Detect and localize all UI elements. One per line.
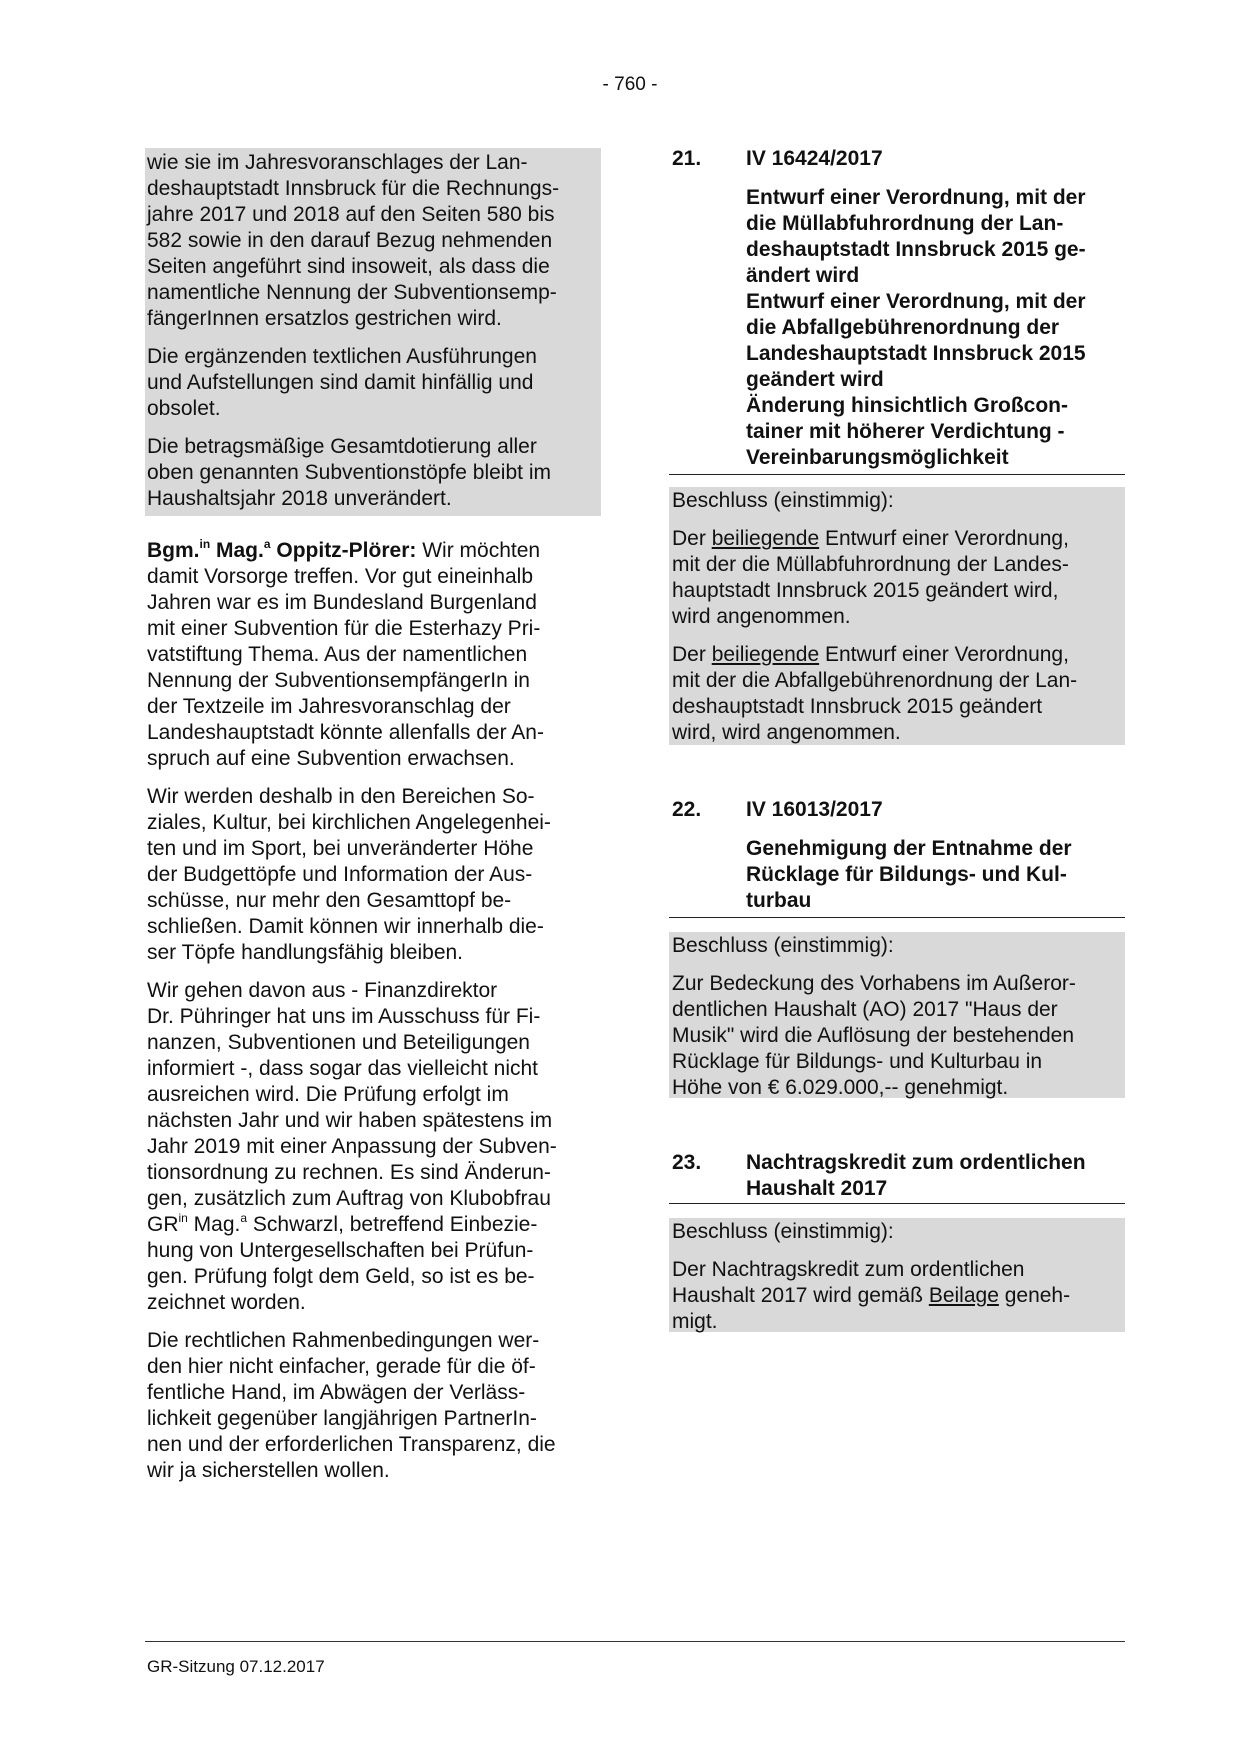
decision-text: Der beiliegende Entwurf einer Verordnung, mit der die Müllabfuhrordnung der Landes- hauptstadt Innsbruck 2015 geändert wird, wird angenommen. xyxy=(672,527,1069,628)
paragraph: Die betragsmäßige Gesamtdotierung aller oben genannten Subventionstöpfe bleibt im Haushaltsjahr 2018 unverändert. xyxy=(147,435,551,510)
attachment-link[interactable]: beiliegende xyxy=(711,527,820,550)
divider xyxy=(669,917,1125,918)
paragraph: Wir werden deshalb in den Bereichen So- ziales, Kultur, bei kirchlichen Angelegenhei- ten und im Sport, bei unveränderter Höhe der Budgettöpfe und Information der Aus- schüsse, nur mehr den Gesamttopf be- schließen. Damit können wir innerhalb die- ser Töpfe handlungsfähig bleiben. xyxy=(147,785,551,964)
left-column xyxy=(145,148,601,1484)
speaker-name: Bgm.$^{in}$ Mag.$^a$ Oppitz-Plörer: xyxy=(147,537,417,562)
paragraph: Die rechtlichen Rahmenbedingungen wer- den hier nicht einfacher, gerade für die öf- fentliche Hand, im Abwägen der Verläss- lichkeit gegenüber langjährigen PartnerIn- nen und der erforderlichen Transparenz, die wir ja sicherstellen wollen. xyxy=(147,1329,556,1482)
divider xyxy=(669,474,1125,475)
attachment-link[interactable]: beiliegende xyxy=(711,643,820,666)
item-number: 23. xyxy=(672,1151,702,1174)
item-number: 22. xyxy=(672,798,702,821)
attachment-link[interactable]: Beilage xyxy=(928,1284,999,1307)
item-title: Entwurf einer Verordnung, mit der die Müllabfuhrordnung der Lan- deshauptstadt Innsbruck 2015 ge- ändert wird Entwurf einer Verordnung, mit der die Abfallgebührenordnung der Landeshauptstadt Innsbruck 2015 geändert wird Änderung hinsichtlich Großcon- tainer mit höherer Verdichtung - Vereinbarungsmöglichkeit xyxy=(746,186,1086,469)
agenda-item-22 xyxy=(669,797,1125,914)
decision-box xyxy=(669,1218,1125,1332)
page-number: - 760 - xyxy=(602,74,658,95)
item-title: Genehmigung der Entnahme der Rücklage für Bildungs- und Kul- turbau xyxy=(746,837,1072,912)
agenda-item-21 xyxy=(669,146,1125,471)
decision-box xyxy=(669,487,1125,745)
highlighted-motion-text xyxy=(145,148,601,516)
item-number: 21. xyxy=(672,147,702,170)
speech-text: Wir möchten damit Vorsorge treffen. Vor gut eineinhalb Jahren war es im Bundesland Burgenland mit einer Subvention für die Esterhazy Pri- vatstiftung Thema. Aus der namentlichen Nennung der SubventionsempfängerIn in der Textzeile im Jahresvoranschlag der Landeshauptstadt könnte allenfalls der An- spruch auf eine Subvention erwachsen. xyxy=(147,539,544,770)
footer-divider xyxy=(145,1641,1125,1642)
paragraph: wie sie im Jahresvoranschlages der Lan- deshauptstadt Innsbruck für die Rechnungs- jahre 2017 und 2018 auf den Seiten 580 bis 582 sowie in den darauf Bezug nehmenden Seiten angeführt sind insoweit, als dass die namentliche Nennung der Subventionsemp- fängerInnen ersatzlos gestrichen wird. xyxy=(147,151,560,330)
divider xyxy=(669,1203,1125,1204)
decision-text: Zur Bedeckung des Vorhabens im Außeror- dentlichen Haushalt (AO) 2017 "Haus der Musik" wird die Auflösung der bestehenden Rücklage für Bildungs- und Kulturbau in Höhe von € 6.029.000,-- genehmigt. xyxy=(672,972,1076,1099)
footer-text: GR-Sitzung 07.12.2017 xyxy=(147,1657,325,1676)
decision-label: Beschluss (einstimmig): xyxy=(672,934,894,957)
speech-paragraph xyxy=(147,538,601,772)
decision-text: Der beiliegende Entwurf einer Verordnung, mit der die Abfallgebührenordnung der Lan- deshauptstadt Innsbruck 2015 geändert wird, wird angenommen. xyxy=(672,643,1078,744)
paragraph: Wir gehen davon aus - Finanzdirektor Dr. Pühringer hat uns im Ausschuss für Fi- nanzen, Subventionen und Beteiligungen informiert -, dass sogar das vielleicht nicht ausreichen wird. Die Prüfung erfolgt im nächsten Jahr und wir haben spätestens im Jahr 2019 mit einer Anpassung der Subven- tionsordnung zu rechnen. Es sind Änderun- gen, zusätzlich zum Auftrag von Klubobfrau $GR^{in}$ Mag.$^a$ Schwarzl, betreffend Einbezie- hung von Untergesellschaften bei Prüfun- gen. Prüfung folgt dem Geld, so ist es be- zeichnet worden. xyxy=(147,979,557,1314)
decision-label: Beschluss (einstimmig): xyxy=(672,1220,894,1243)
decision-text: Der Nachtragskredit zum ordentlichen Haushalt 2017 wird gemäß Beilage geneh- migt. xyxy=(672,1258,1071,1333)
decision-box xyxy=(669,932,1125,1098)
decision-label: Beschluss (einstimmig): xyxy=(672,489,894,512)
item-reference: IV 16424/2017 xyxy=(746,147,883,170)
item-reference: IV 16013/2017 xyxy=(746,798,883,821)
agenda-item-23 xyxy=(669,1150,1125,1202)
item-title: Nachtragskredit zum ordentlichen Haushalt 2017 xyxy=(746,1151,1086,1200)
paragraph: Die ergänzenden textlichen Ausführungen und Aufstellungen sind damit hinfällig und obsolet. xyxy=(147,345,537,420)
